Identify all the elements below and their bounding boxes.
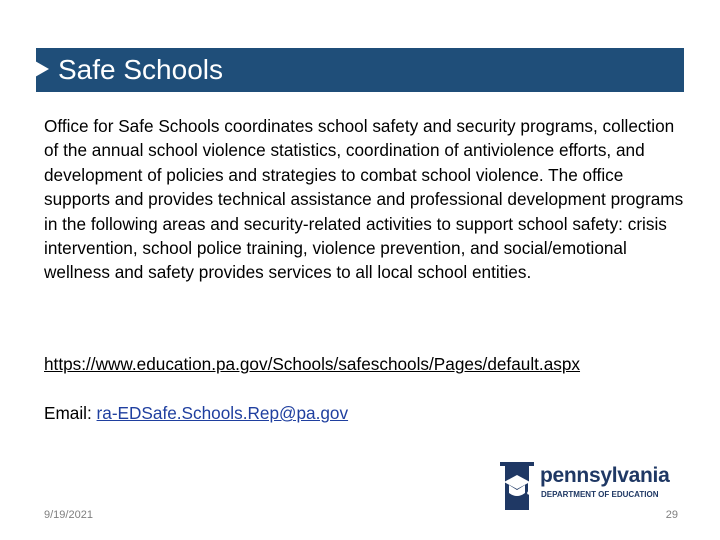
logo-wordmark: pennsylvania bbox=[540, 464, 670, 487]
pa-department-of-education-logo bbox=[498, 460, 686, 512]
bullet-arrow-icon bbox=[35, 61, 49, 77]
body-paragraph: Office for Safe Schools coordinates school safety and security programs, collection of the annual school violence statistics, coordination of antiviolence efforts, and development of policies and strategies to combat school violence. The office supports and provides technical assistance and professional development programs in the following areas and security-related activities to support school safety: crisis intervention, school police training, violence prevention, and social/emotional wellness and safety provides services to all local school entities. bbox=[44, 116, 684, 283]
footer-date: 9/19/2021 bbox=[44, 509, 93, 521]
email-label: Email: bbox=[44, 403, 92, 423]
keystone-graduation-cap-icon bbox=[498, 460, 536, 512]
safe-schools-url-link[interactable]: https://www.education.pa.gov/Schools/safeschools/Pages/default.aspx bbox=[44, 354, 581, 374]
email-link[interactable]: ra-EDSafe.Schools.Rep@pa.gov bbox=[96, 403, 349, 423]
slide-title: Safe Schools bbox=[58, 54, 223, 85]
logo-subtitle: DEPARTMENT OF EDUCATION bbox=[541, 490, 659, 499]
email-line bbox=[44, 402, 348, 424]
footer-page-number: 29 bbox=[665, 509, 678, 521]
